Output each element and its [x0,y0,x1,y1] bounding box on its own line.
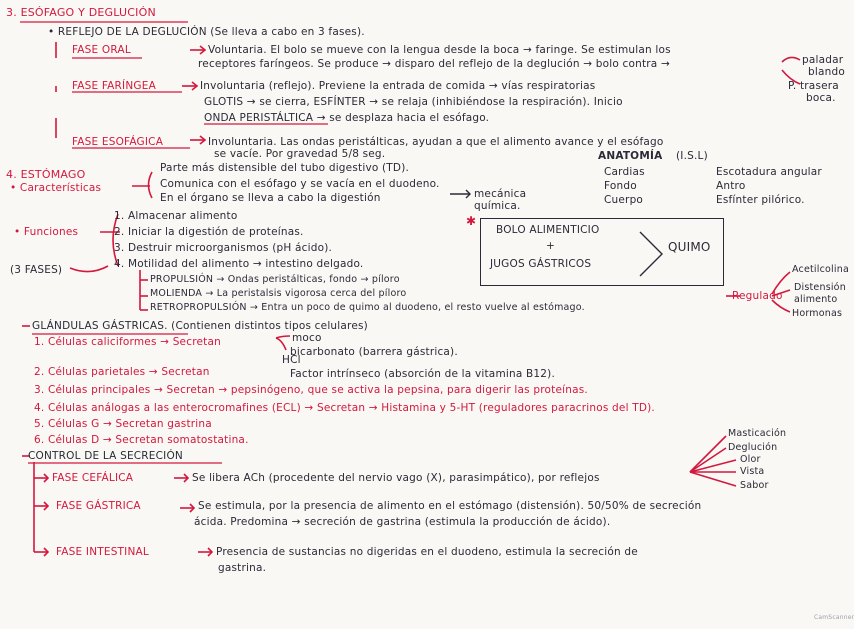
gland-1-bicarbonato: bicarbonato (barrera gástrica). [290,346,458,358]
fase-oral-line-1: Voluntaria. El bolo se mueve con la lengua desde la boca → faringe. Se estimulan los [208,44,671,56]
oral-side-trasera: P. trasera [788,80,839,92]
fase-faringea-label: FASE FARÍNGEA [72,80,156,92]
tres-fases: (3 FASES) [10,264,63,276]
fase-esofagica-line-1: Involuntaria. Las ondas peristálticas, ayudan a que el alimento avance y el esófago [208,136,664,148]
gland-2-factor: Factor intrínseco (absorción de la vitamina B12). [290,368,556,380]
fase-intestinal-line-2: gastrina. [218,562,267,574]
funcion-1: 1. Almacenar alimento [114,210,238,222]
fase-oral-label: FASE ORAL [72,44,131,56]
funcion-2: 2. Iniciar la digestión de proteínas. [114,226,304,238]
oral-side-blando: blando [808,66,845,78]
gland-3: 3. Células principales → Secretan → pepsinógeno, que se activa la pepsina, para digerir las proteínas. [34,384,588,396]
caract-3-mecanica: mecánica [474,188,527,200]
control-title: CONTROL DE LA SECRECIÓN [28,450,183,462]
fase-intestinal-line-1: Presencia de sustancias no digeridas en el duodeno, estimula la secreción de [216,546,638,558]
fase-cefalica-label: FASE CEFÁLICA [52,472,134,484]
funcion-4: 4. Motilidad del alimento → intestino delgado. [114,258,364,270]
fase-gastrica-label: FASE GÁSTRICA [56,500,141,512]
gland-6: 6. Células D → Secretan somatostatina. [34,434,249,446]
reflejo-deglucion: • REFLEJO DE LA DEGLUCIÓN (Se lleva a cabo en 3 fases). [48,26,365,38]
box-jugos: JUGOS GÁSTRICOS [490,258,592,270]
gland-hcl: HCl [282,354,301,366]
fase-faringea-line-3: ONDA PERISTÁLTICA → se desplaza hacia el esófago. [204,112,490,124]
gland-4: 4. Células análogas a las enterocromafines (ECL) → Secretan → Histamina y 5-HT (reguladores paracrinos del TD). [34,402,655,414]
anat-cardias: Cardias [604,166,645,178]
regulado-label: Regulado [732,290,783,302]
sense-olor: Olor [740,454,761,465]
caract-1: Parte más distensible del tubo digestivo (TD). [160,162,410,174]
fase-esofagica-label: FASE ESOFÁGICA [72,136,164,148]
oral-side-boca: boca. [806,92,836,104]
caract-3-quimica: química. [474,200,521,212]
gland-2: 2. Células parietales → Secretan [34,366,210,378]
caract-2: Comunica con el esófago y se vacía en el duodeno. [160,178,440,190]
box-quimo: QUIMO [668,240,711,254]
reg-alimento: alimento [794,294,838,305]
glandulas-title: GLÁNDULAS GÁSTRICAS. (Contienen distintos tipos celulares) [32,320,368,332]
funcion-3: 3. Destruir microorganismos (pH ácido). [114,242,333,254]
asterisk-icon: ✱ [466,214,477,228]
fase-faringea-line-2: GLOTIS → se cierra, ESFÍNTER → se relaja (inhibiéndose la respiración). Inicio [204,96,623,108]
reg-acetilcolina: Acetilcolina [792,264,849,275]
fase-faringea-line-1: Involuntaria (reflejo). Previene la entrada de comida → vías respiratorias [200,80,596,92]
oral-side-paladar: paladar [802,54,844,66]
funciones-label: • Funciones [14,226,79,238]
section-4-title: 4. ESTÓMAGO [6,168,86,181]
reg-hormonas: Hormonas [792,308,843,319]
section-3-title: 3. ESÓFAGO Y DEGLUCIÓN [6,6,156,19]
fase-gastrica-line-1: Se estimula, por la presencia de alimento en el estómago (distensión). 50/50% de secreción [198,500,702,512]
caracteristicas-label: • Características [10,182,102,194]
anat-esfinter: Esfínter pilórico. [716,194,805,206]
fase-intestinal-label: FASE INTESTINAL [56,546,149,558]
retropropulsion: RETROPROPULSIÓN → Entra un poco de quimo al duodeno, el resto vuelve al estómago. [150,302,585,313]
sense-sabor: Sabor [740,480,769,491]
gland-1-moco: moco [292,332,322,344]
box-bolo: BOLO ALIMENTICIO [496,224,600,236]
fase-gastrica-line-2: ácida. Predomina → secreción de gastrina (estimula la producción de ácido). [194,516,611,528]
camscanner-watermark: CamScanner [814,614,854,621]
anat-escotadura: Escotadura angular [716,166,822,178]
fase-cefalica-text: Se libera ACh (procedente del nervio vago (X), parasimpático), por reflejos [192,472,600,484]
anatomia-title: ANATOMÍA [598,150,663,162]
sense-deglucion: Deglución [728,442,778,453]
gland-5: 5. Células G → Secretan gastrina [34,418,212,430]
anatomia-sub: (I.S.L) [676,150,708,162]
gland-1: 1. Células caliciformes → Secretan [34,336,221,348]
anat-fondo: Fondo [604,180,637,192]
propulsion: PROPULSIÓN → Ondas peristálticas, fondo → píloro [150,274,400,285]
molienda: MOLIENDA → La peristalsis vigorosa cerca del píloro [150,288,407,299]
caract-3: En el órgano se lleva a cabo la digestión [160,192,381,204]
anat-antro: Antro [716,180,746,192]
fase-oral-line-2: receptores faríngeos. Se produce → disparo del reflejo de la deglución → bolo contra → [198,58,670,70]
box-plus: + [546,240,555,252]
reg-distension: Distensión [794,282,846,293]
sense-vista: Vista [740,466,765,477]
fase-esofagica-line-2: se vacíe. Por gravedad 5/8 seg. [214,148,386,160]
sense-masticacion: Masticación [728,428,787,439]
anat-cuerpo: Cuerpo [604,194,644,206]
